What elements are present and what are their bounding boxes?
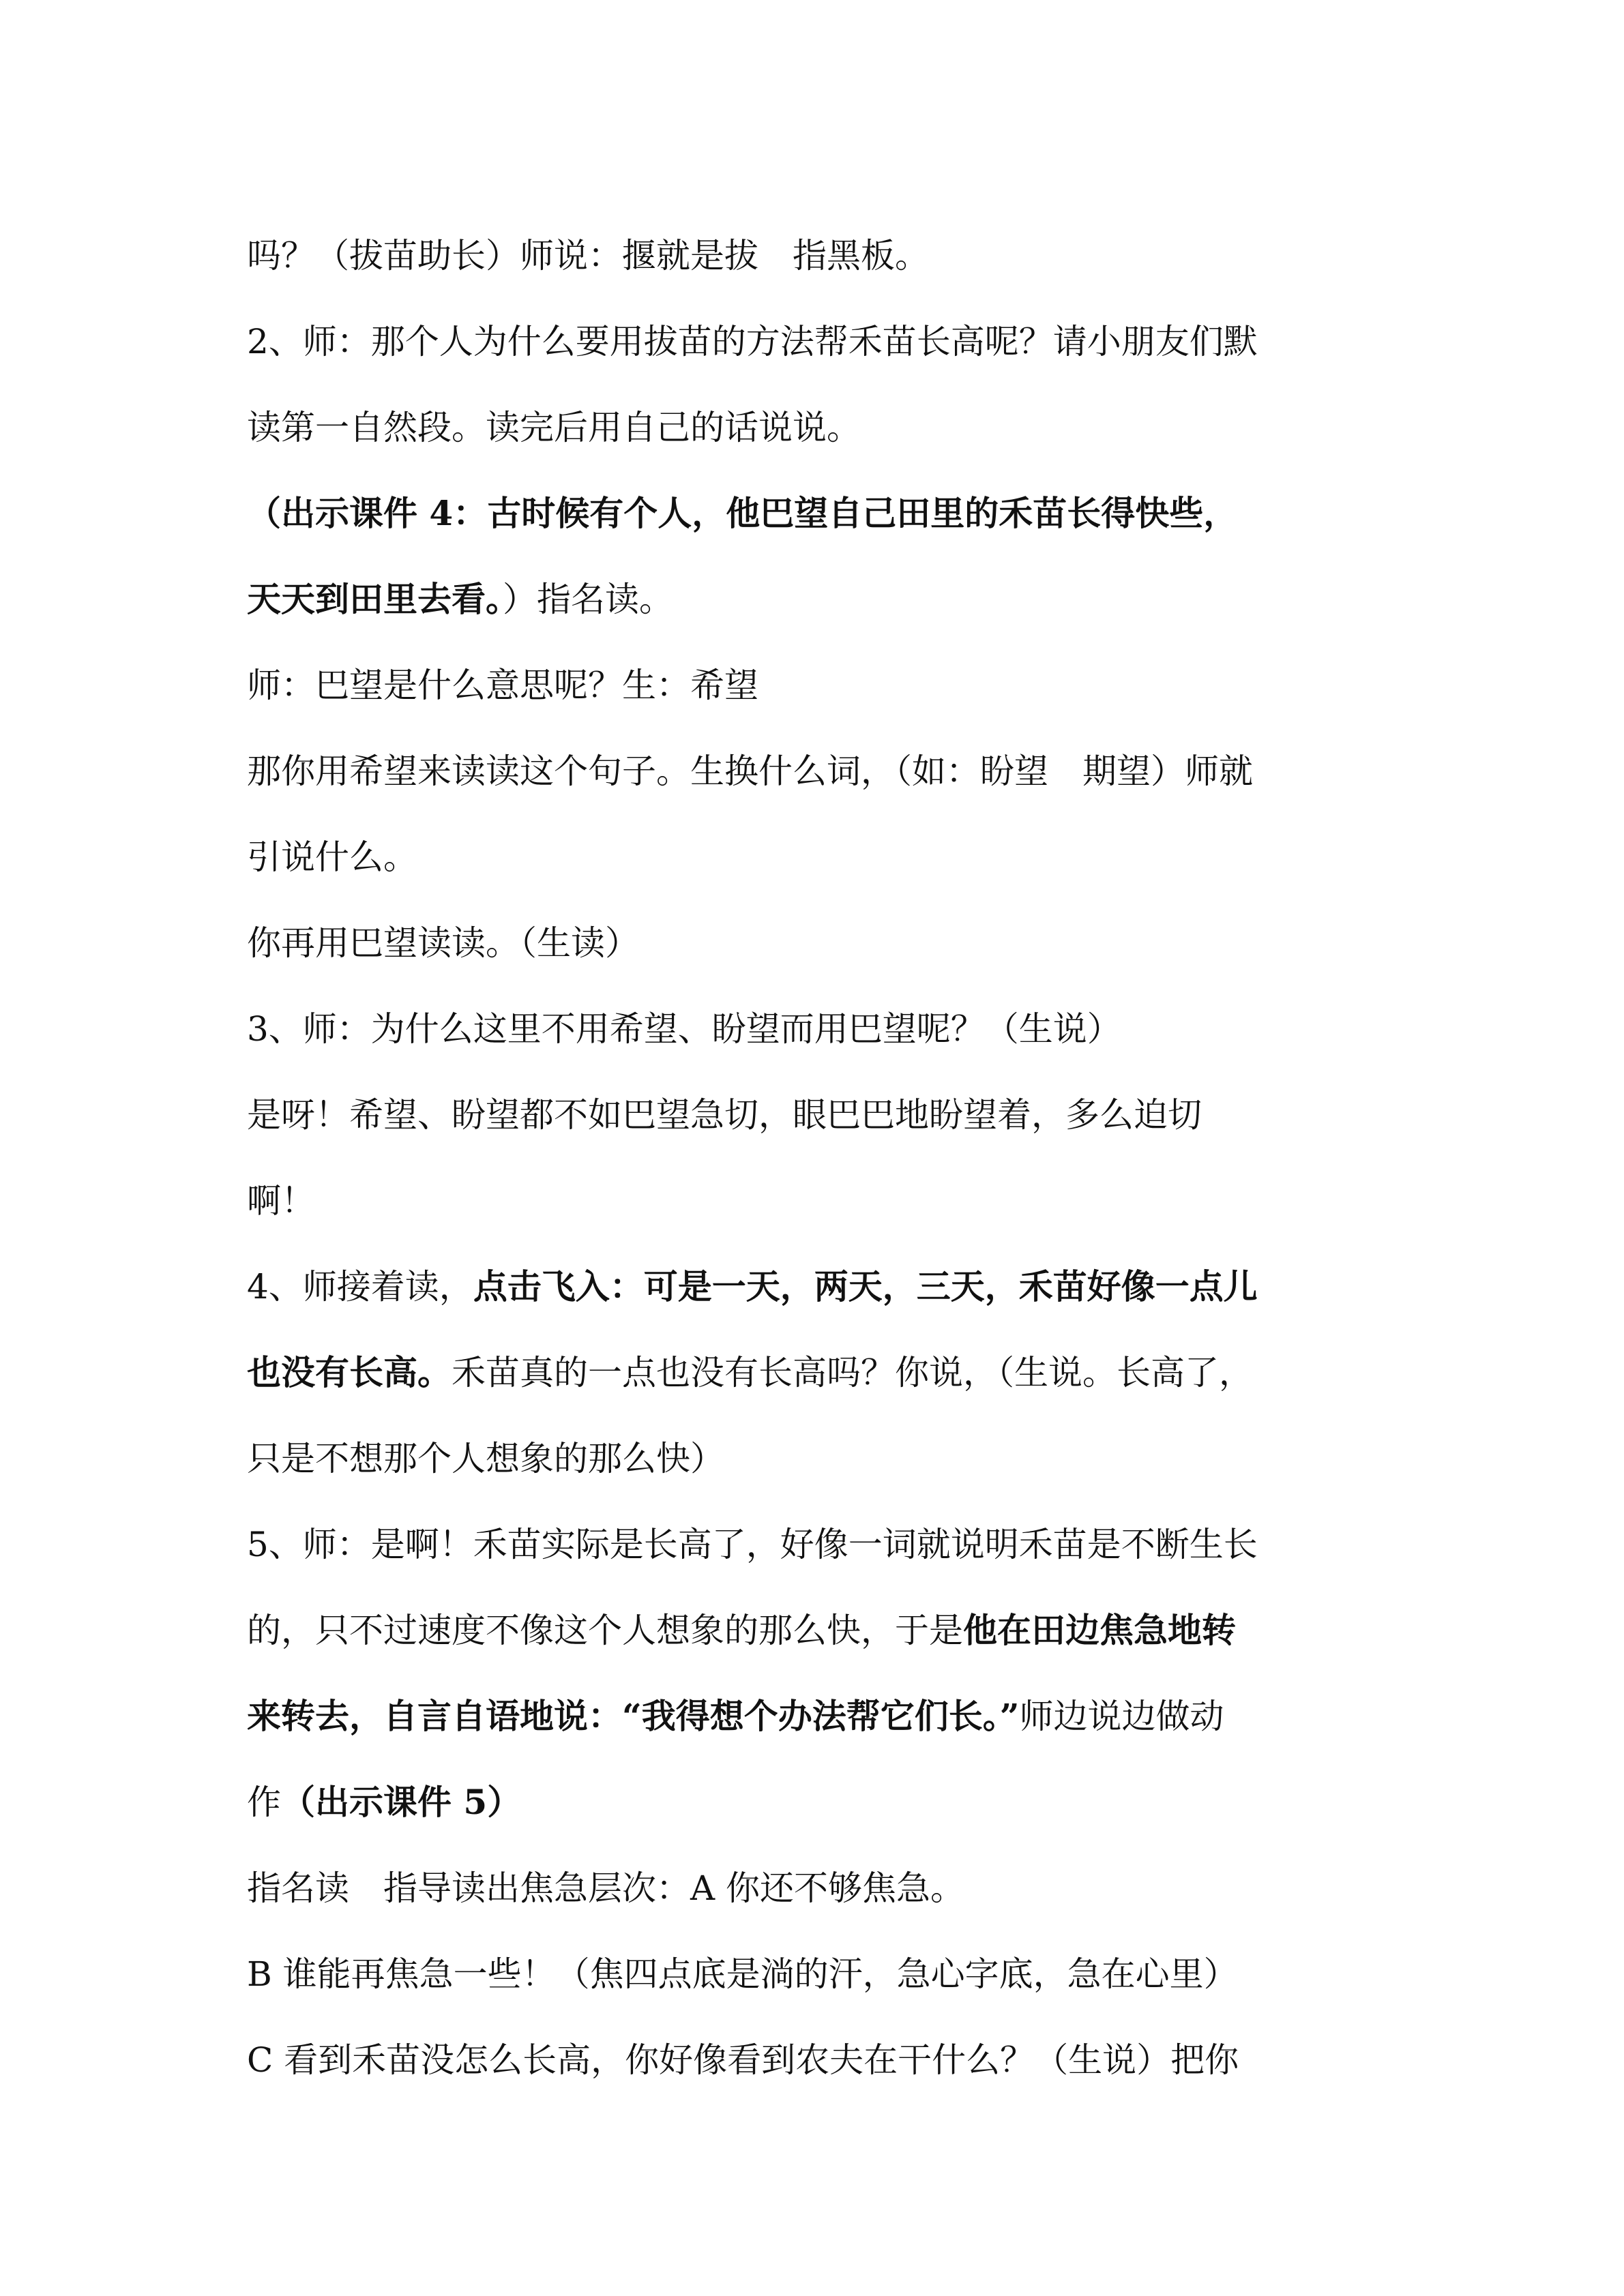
text-line (247, 299, 1393, 385)
text-segment: B 谁能再焦急一些！（焦四点底是淌的汗，急心字底，急在心里） (247, 1954, 1238, 1994)
text-line (247, 213, 1393, 299)
bold-text-segment: （出示课件 4：古时候有个人，他巴望自己田里的禾苗长得快些， (247, 493, 1238, 533)
text-line (247, 385, 1393, 471)
text-segment: 吗？（拔苗助长）师说：揠就是拔 指黑板。 (247, 236, 929, 275)
text-segment: 读第一自然段。读完后用自己的话说说。 (247, 408, 861, 447)
text-segment: 是呀！希望、盼望都不如巴望急切，眼巴巴地盼望着，多么迫切 (247, 1095, 1202, 1135)
text-line (247, 1845, 1393, 1931)
text-line (247, 1931, 1393, 2017)
text-line (247, 642, 1393, 728)
text-line (247, 1072, 1393, 1158)
text-line (247, 986, 1393, 1072)
text-line (247, 900, 1393, 986)
text-segment: 你再用巴望读读。（生读） (247, 923, 639, 963)
text-segment: 禾苗真的一点也没有长高吗？你说，（生说。长高了， (452, 1353, 1253, 1392)
text-line (247, 1587, 1393, 1673)
text-segment: 5、师：是啊！禾苗实际是长高了，好像一词就说明禾苗是不断生长 (247, 1525, 1258, 1564)
text-segment: 啊！ (247, 1181, 315, 1221)
document-body (247, 213, 1393, 2103)
text-line (247, 1759, 1393, 1845)
text-segment: 3、师：为什么这里不用希望、盼望而用巴望呢？（生说） (247, 1009, 1121, 1049)
text-line (247, 1330, 1393, 1416)
bold-text-segment: 也没有长高。 (247, 1352, 452, 1392)
bold-text-segment: 他在田边焦急地转 (963, 1610, 1236, 1650)
bold-text-segment: 来转去，自言自语地说：“我得想个办法帮它们长。” (247, 1696, 1020, 1736)
text-segment: 2、师：那个人为什么要用拔苗的方法帮禾苗长高呢？请小朋友们默 (247, 322, 1258, 361)
text-line (247, 1244, 1393, 1330)
text-segment: 的，只不过速度不像这个人想象的那么快，于是 (247, 1611, 963, 1650)
text-segment: 只是不想那个人想象的那么快） (247, 1439, 724, 1478)
text-line (247, 471, 1393, 556)
text-segment: C 看到禾苗没怎么长高，你好像看到农夫在干什么？（生说）把你 (247, 2040, 1239, 2080)
text-line (247, 1158, 1393, 1244)
text-line (247, 728, 1393, 814)
text-segment: 4、师接着读， (247, 1267, 473, 1307)
text-line (247, 814, 1393, 900)
text-segment: 作 (247, 1783, 281, 1822)
text-segment: 指名读 指导读出焦急层次：A 你还不够焦急。 (247, 1868, 965, 1908)
text-line (247, 1416, 1393, 1502)
text-line (247, 556, 1393, 642)
text-line (247, 1673, 1393, 1759)
text-line (247, 1502, 1393, 1587)
bold-text-segment: （出示课件 5） (281, 1782, 522, 1822)
bold-text-segment: 点击飞入：可是一天，两天，三天，禾苗好像一点儿 (473, 1266, 1258, 1307)
text-line (247, 2017, 1393, 2103)
bold-text-segment: 天天到田里去看。 (247, 579, 503, 619)
text-segment: 那你用希望来读读这个句子。生换什么词，（如：盼望 期望）师就 (247, 751, 1253, 791)
text-segment: 引说什么。 (247, 837, 417, 877)
text-segment: ）指名读。 (503, 580, 673, 619)
text-segment: 师边说边做动 (1019, 1697, 1224, 1736)
text-segment: 师：巴望是什么意思呢？生：希望 (247, 666, 758, 705)
